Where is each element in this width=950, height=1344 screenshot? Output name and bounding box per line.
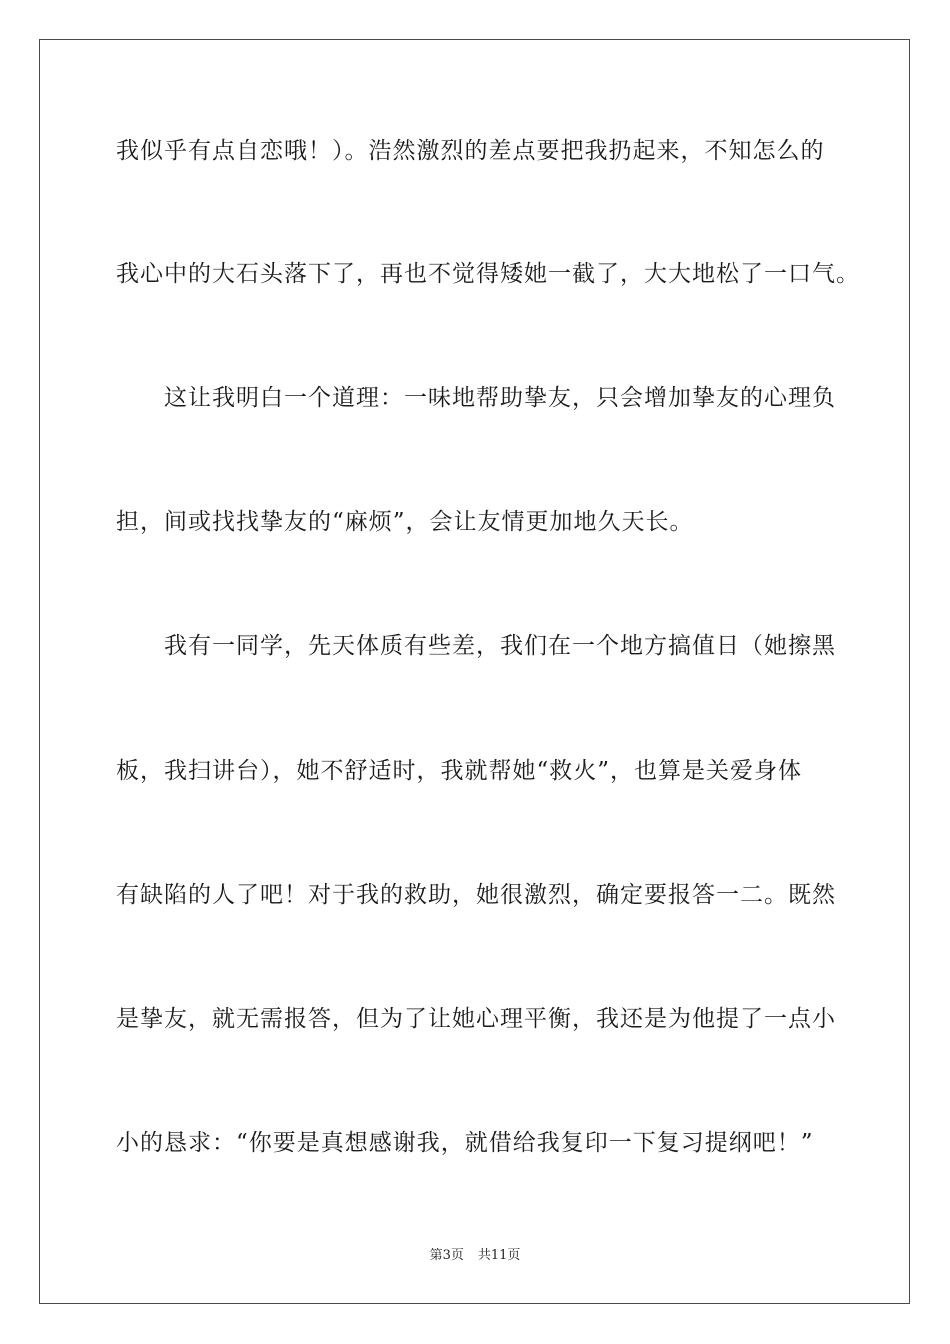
paragraph-line-8: 是挚友，就无需报答，但为了让她心理平衡，我还是为他提了一点小 xyxy=(116,1006,836,1032)
paragraph-line-1: 我似乎有点自恋哦！）。浩然激烈的差点要把我扔起来，不知怎么的 xyxy=(116,138,825,164)
page-number-total: 共11页 xyxy=(477,1248,521,1263)
paragraph-line-6: 板，我扫讲台），她不舒适时，我就帮她“救火”，也算是关爱身体 xyxy=(116,758,803,784)
paragraph-line-3: 这让我明白一个道理：一味地帮助挚友，只会增加挚友的心理负 xyxy=(164,385,836,411)
paragraph-line-5: 我有一同学，先天体质有些差，我们在一个地方搞值日（她擦黑 xyxy=(164,633,836,659)
page-number-current: 第3页 xyxy=(429,1248,464,1263)
page-footer xyxy=(0,1247,950,1265)
paragraph-line-2: 我心中的大石头落下了，再也不觉得矮她一截了，大大地松了一口气。 xyxy=(116,261,860,287)
paragraph-line-9: 小的恳求：“你要是真想感谢我，就借给我复印一下复习提纲吧！” xyxy=(116,1130,814,1156)
paragraph-line-4: 担，间或找找挚友的“麻烦”，会让友情更加地久天长。 xyxy=(116,509,694,535)
page-border xyxy=(39,39,910,1304)
paragraph-line-7: 有缺陷的人了吧！对于我的救助，她很激烈，确定要报答一二。既然 xyxy=(116,882,836,908)
